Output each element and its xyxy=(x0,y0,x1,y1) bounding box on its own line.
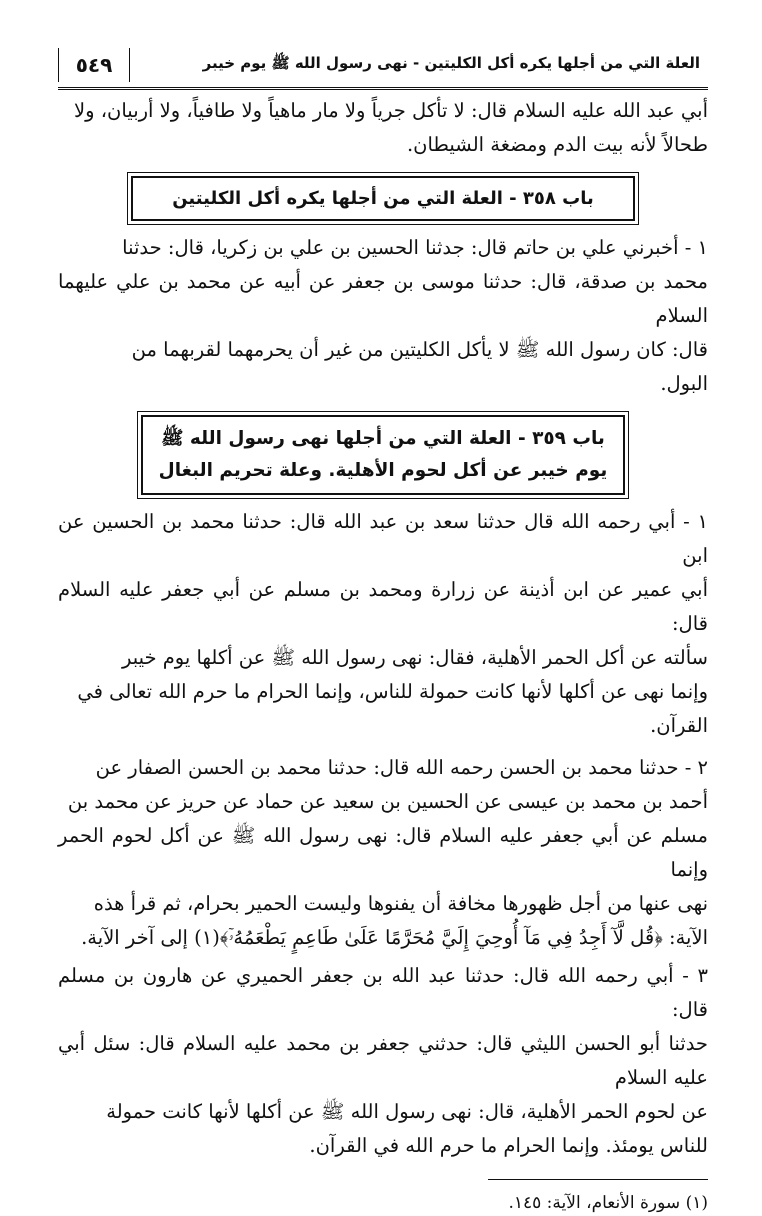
text-line: طحالاً لأنه بيت الدم ومضغة الشيطان. xyxy=(406,133,708,156)
text-line: قال: كان رسول الله ﷺ لا يأكل الكليتين من غير أن يحرمهما لقربهما من xyxy=(131,338,708,361)
text-line: الآية: ﴿قُل لَّآ أَجِدُ فِي مَآ أُوحِيَ إِلَيَّ مُحَرَّمًا عَلَىٰ طَاعِمٍ يَطْعَمُهُۥٓ﴾(١) إلى آخر الآية. xyxy=(81,926,708,949)
text-line: وإنما نهى عن أكلها لأنها كانت حمولة للناس، وإنما الحرام ما حرم الله تعالى في xyxy=(77,680,708,703)
running-header xyxy=(58,40,708,90)
footnote: (١) سورة الأنعام، الآية: ١٤٥. xyxy=(508,1193,708,1213)
text-line: مسلم عن أبي جعفر عليه السلام قال: نهى رسول الله ﷺ عن أكل لحوم الحمر وإنما xyxy=(58,824,708,881)
text-line: أحمد بن محمد بن عيسى عن الحسين بن سعيد عن حماد عن حريز عن محمد بن xyxy=(67,790,708,813)
text-line: ١ - أبي رحمه الله قال حدثنا سعد بن عبد الله قال: حدثنا محمد بن الحسين عن ابن xyxy=(58,510,708,567)
hadith-359-3 xyxy=(58,959,708,1163)
chapter-heading-359 xyxy=(141,415,625,495)
text-line: ٣ - أبي رحمه الله قال: حدثنا عبد الله بن جعفر الحميري عن هارون بن مسلم قال: xyxy=(58,964,708,1021)
text-line: للناس يومئذ. وإنما الحرام ما حرم الله في القرآن. xyxy=(309,1134,708,1157)
hadith-358-1 xyxy=(58,231,708,401)
footnote-rule xyxy=(488,1179,708,1180)
text-line: محمد بن صدقة، قال: حدثنا موسى بن جعفر عن أبيه عن محمد بن علي عليهما السلام xyxy=(58,270,708,327)
book-page xyxy=(58,40,708,1216)
hadith-359-2 xyxy=(58,751,708,955)
chapter-heading-line: باب ٣٥٩ - العلة التي من أجلها نهى رسول الله ﷺ xyxy=(161,428,605,449)
header-title: العلة التي من أجلها يكره أكل الكليتين - نهى رسول الله ﷺ يوم خيبر xyxy=(202,54,700,72)
text-line: سألته عن أكل الحمر الأهلية، فقال: نهى رسول الله ﷺ عن أكلها يوم خيبر xyxy=(121,646,708,669)
page-number: ٥٤٩ xyxy=(58,48,130,82)
header-rule xyxy=(58,87,708,90)
chapter-heading-line: يوم خيبر عن أكل لحوم الأهلية. وعلة تحريم البغال xyxy=(158,460,608,481)
text-line: ٢ - حدثنا محمد بن الحسن رحمه الله قال: حدثنا محمد بن الحسن الصفار عن xyxy=(95,756,708,779)
text-line: ١ - أخبرني علي بن حاتم قال: جدثنا الحسين بن علي بن زكريا، قال: حدثنا xyxy=(122,236,708,259)
text-line: أبي عمير عن ابن أذينة عن زرارة ومحمد بن مسلم عن أبي جعفر عليه السلام قال: xyxy=(58,578,708,635)
hadith-359-1 xyxy=(58,505,708,743)
intro-paragraph xyxy=(58,94,708,162)
text-line: عن لحوم الحمر الأهلية، قال: نهى رسول الله ﷺ عن أكلها لأنها كانت حمولة xyxy=(106,1100,708,1123)
text-line: نهى عنها من أجل ظهورها مخافة أن يفنوها وليست الحمير بحرام، ثم قرأ هذه xyxy=(93,892,708,915)
text-line: حدثنا أبو الحسن الليثي قال: حدثني جعفر بن محمد عليه السلام قال: سئل أبي عليه السلام xyxy=(58,1032,708,1089)
chapter-heading-358: باب ٣٥٨ - العلة التي من أجلها يكره أكل الكليتين xyxy=(131,176,635,221)
text-line: البول. xyxy=(660,372,708,395)
text-line: أبي عبد الله عليه السلام قال: لا تأكل جرياً ولا مار ماهياً ولا طافياً، ولا أربيان، ولا xyxy=(74,99,708,122)
text-line: القرآن. xyxy=(650,714,708,737)
